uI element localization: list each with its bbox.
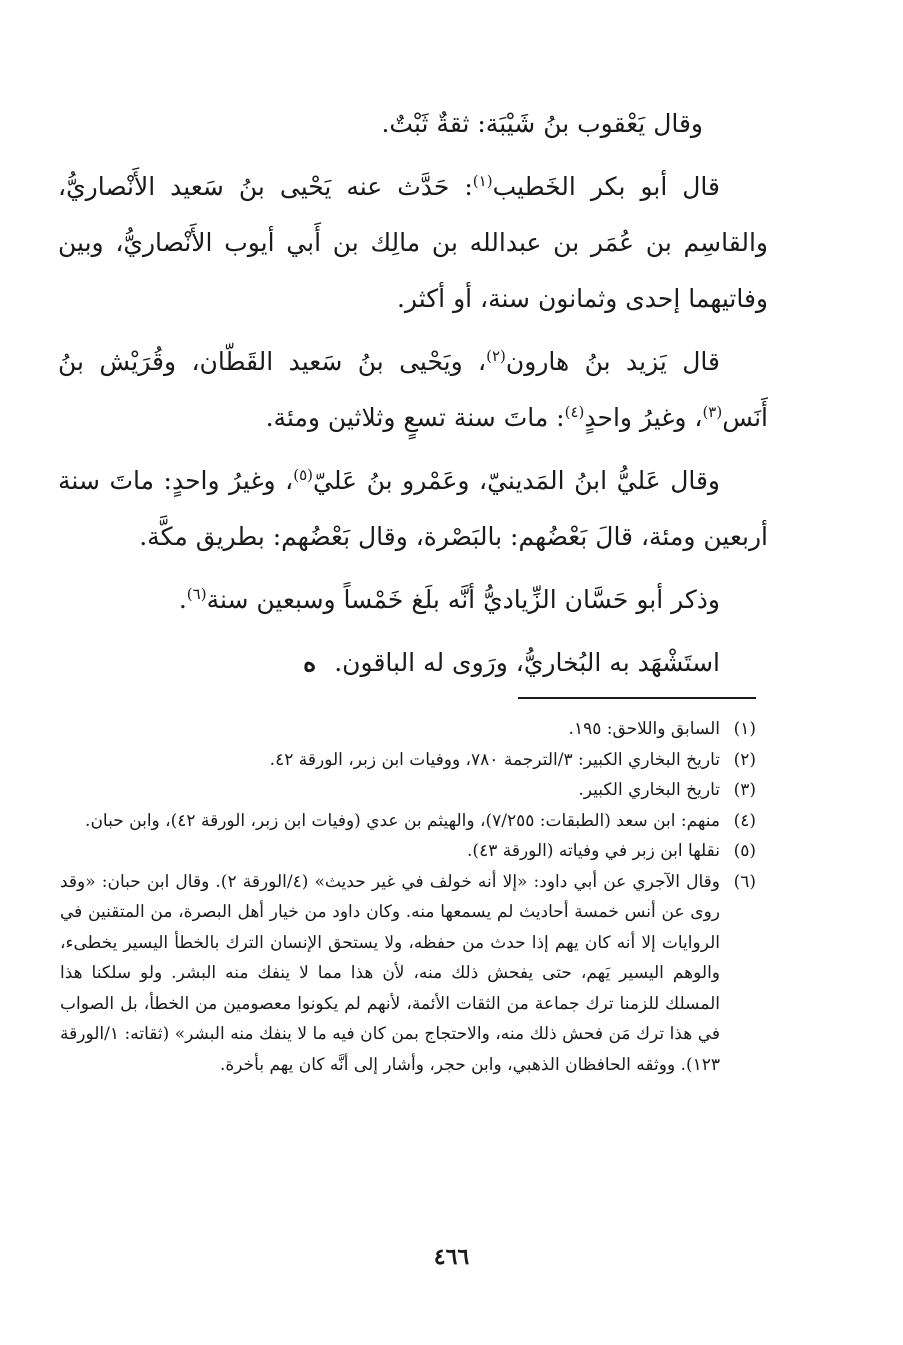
footnote-reference: (٤) [564,403,585,421]
paragraph-text: وذكر أبو حَسَّان الزِّياديُّ أنَّه بلَغ خَمْساً وسبعين سنة [206,585,720,614]
footnote-reference: (١) [472,172,493,190]
footnote-number: (١) [733,719,756,739]
footnote-number: (٢) [733,749,756,770]
main-paragraph [58,159,768,327]
footnote-number: (٣) [733,780,756,800]
footnote-reference: (٢) [486,347,506,365]
footnote-number: (٤) [733,810,756,831]
footnote-text: تاريخ البخاري الكبير: ٣/الترجمة ٧٨٠، ووفيات ابن زبر، الورقة ٤٢. [269,749,720,770]
footnote-text: وقال الآجري عن أبي داود: «إلا أنه خولف في غير حديث» (٤/الورقة ٢). وقال ابن حبان: «وقد روى عن أنس خمسة أحاديث لم يسمعها منه. وكان داود من خيار أهل البصرة، من المتقنين في الروايات إلا أنه كان يهم إذا حدث من حفظه، ولا يستحق الإنسان الترك بالخطأ اليسير يخطىء، والوهم اليسير يَهم، حتى يفحش ذلك منه، لأن هذا مما لا ينفك منه البشر. ولو سلكنا هذا المسلك للزمنا ترك جماعة من الثقات الأئمة، لأنهم لم يكونوا معصومين من الخطأ، بل الصواب في هذا ترك مَن فحش ذلك منه، والاحتجاج بمن كان فيه ما لا ينفك منه البشر» (ثقاته: ١/الورقة ١٢٣). ووثقه الحافظان الذهبي، وابن حجر، وأشار إلى أنَّه كان يهم بأخرة. [60,871,720,1075]
footnote [60,806,756,837]
footnote [60,836,756,867]
footnote-text: منهم: ابن سعد (الطبقات: ٧/٢٥٥)، والهيثم بن عدي (وفيات ابن زبر، الورقة ٤٢)، وابن حبان. [85,810,720,831]
footnote-text: نقلها ابن زبر في وفياته (الورقة ٤٣). [467,841,720,861]
paragraph-text: ، ويَحْيى بنُ سَعيد القَطّان، وقُرَيْش بنُ أَنَس [58,347,768,432]
paragraph-text: . [178,585,187,614]
end-of-entry-mark: ه [303,648,317,677]
paragraph-text: وقال يَعْقوب بنُ شَيْبَة: ثقةٌ ثَبْتٌ. [381,109,703,138]
paragraph-text: قال أبو بكر الخَطيب [492,172,721,201]
main-paragraph [58,334,768,446]
footnote [60,745,756,776]
footnote [60,775,756,806]
footnote-reference: (٣) [702,403,723,421]
paragraph-text: قال يَزيد بنُ هارون [505,347,720,376]
footnote-separator [518,697,756,699]
footnote-text: تاريخ البخاري الكبير. [578,780,720,800]
footnote-text: السابق واللاحق: ١٩٥. [568,719,720,739]
footnote [60,867,756,1081]
paragraph-text: : ماتَ سنة تسعٍ وثلاثين ومئة. [265,403,565,432]
paragraph-text: ، وغيرُ واحدٍ: ماتَ سنة أربعين ومئة، قالَ بَعْضُهم: بالبَصْرة، وقال بَعْضُهم: بطريق مكَّة. [58,466,768,551]
paragraph-text: وقال عَليُّ ابنُ المَدينيّ، وعَمْرو بنُ عَليّ [313,466,720,495]
main-paragraph [58,96,768,152]
main-paragraph [58,635,768,691]
main-text-body [58,96,768,698]
paragraph-text: : حَدَّث عنه يَحْيى بنُ سَعيد الأَنْصاريُّ، والقاسِم بن عُمَر بن عبدالله بن مالِك بن أَبي أيوب الأَنْصاريُّ، وبين وفاتيهما إحدى وثمانون سنة، أو أكثر. [58,172,768,313]
footnote [60,714,756,745]
footnote-number: (٦) [733,871,756,892]
page-number: ٤٦٦ [433,1244,470,1270]
footnote-reference: (٦) [186,585,207,603]
footnotes-section [60,714,756,1080]
paragraph-text: استَشْهَد به البُخاريُّ، ورَوى له الباقون. [334,648,720,677]
main-paragraph [58,572,768,628]
footnote-reference: (٥) [293,466,314,484]
main-paragraph [58,453,768,565]
footnote-number: (٥) [733,841,756,861]
paragraph-text: ، وغيرُ واحدٍ [584,403,703,432]
